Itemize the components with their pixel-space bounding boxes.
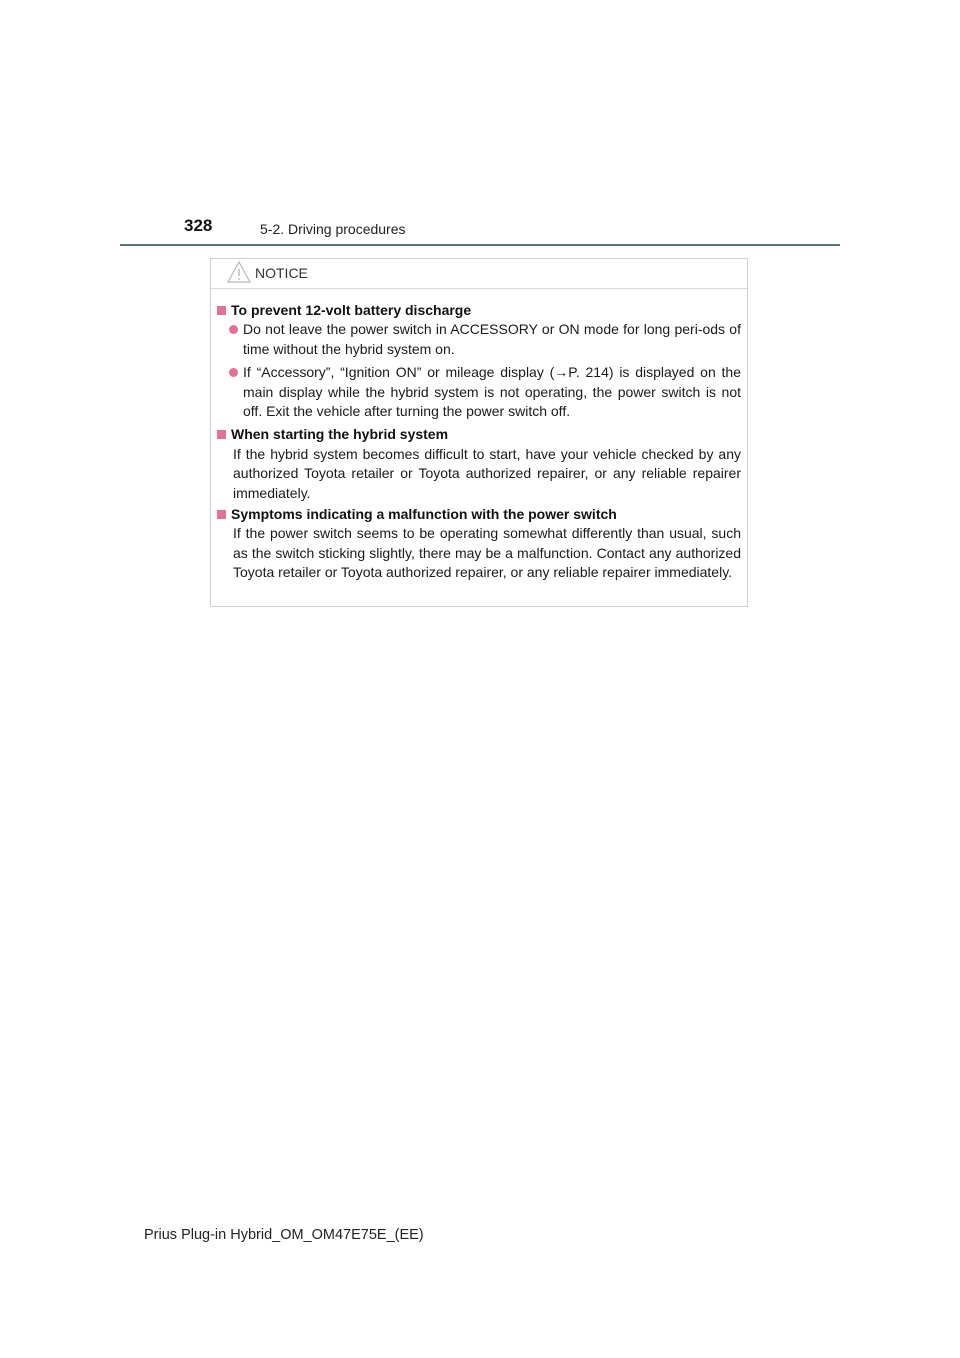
section-paragraph: If the hybrid system becomes difficult to start, have your vehicle checked by any authorized Toyota retailer or Toyota authorized repairer, or any reliable repairer immediately. [233,445,741,501]
section-heading-text: When starting the hybrid system [231,426,449,443]
square-bullet-icon [217,306,226,315]
notice-section-symptoms [216,505,741,583]
list-item [229,320,741,359]
footer-document-id: Prius Plug-in Hybrid_OM_OM47E75E_(EE) [144,1227,424,1243]
section-heading [216,505,741,524]
header-rule [120,244,840,246]
list-item-text: Do not leave the power switch in ACCESSORY or ON mode for long peri-ods of time without the hybrid system on. [243,321,741,357]
section-heading-text: Symptoms indicating a malfunction with the power switch [231,506,617,523]
notice-label: NOTICE [255,265,308,281]
notice-box [210,258,748,607]
square-bullet-icon [217,510,226,519]
round-bullet-icon [229,368,238,377]
warning-triangle-icon [227,261,251,283]
section-heading [216,425,741,444]
notice-section-battery [216,301,741,421]
round-bullet-icon [229,325,238,334]
section-title: 5-2. Driving procedures [260,221,406,237]
notice-body [211,289,747,583]
list-item-text: If “Accessory”, “Ignition ON” or mileage display (→P. 214) is displayed on the main display while the hybrid system is not operating, the power switch is not off. Exit the vehicle after turning the power switch off. [243,364,741,420]
notice-header [211,259,747,289]
page-number: 328 [184,216,213,235]
square-bullet-icon [217,430,226,439]
list-item [229,363,741,421]
section-paragraph: If the power switch seems to be operating somewhat differently than usual, such as the switch sticking slightly, there may be a malfunction. Contact any authorized Toyota retailer or Toyota authorized repairer, or any reliable repairer immediately. [233,525,741,581]
notice-section-starting [216,425,741,503]
section-heading-text: To prevent 12-volt battery discharge [231,302,472,318]
section-heading [216,301,741,320]
